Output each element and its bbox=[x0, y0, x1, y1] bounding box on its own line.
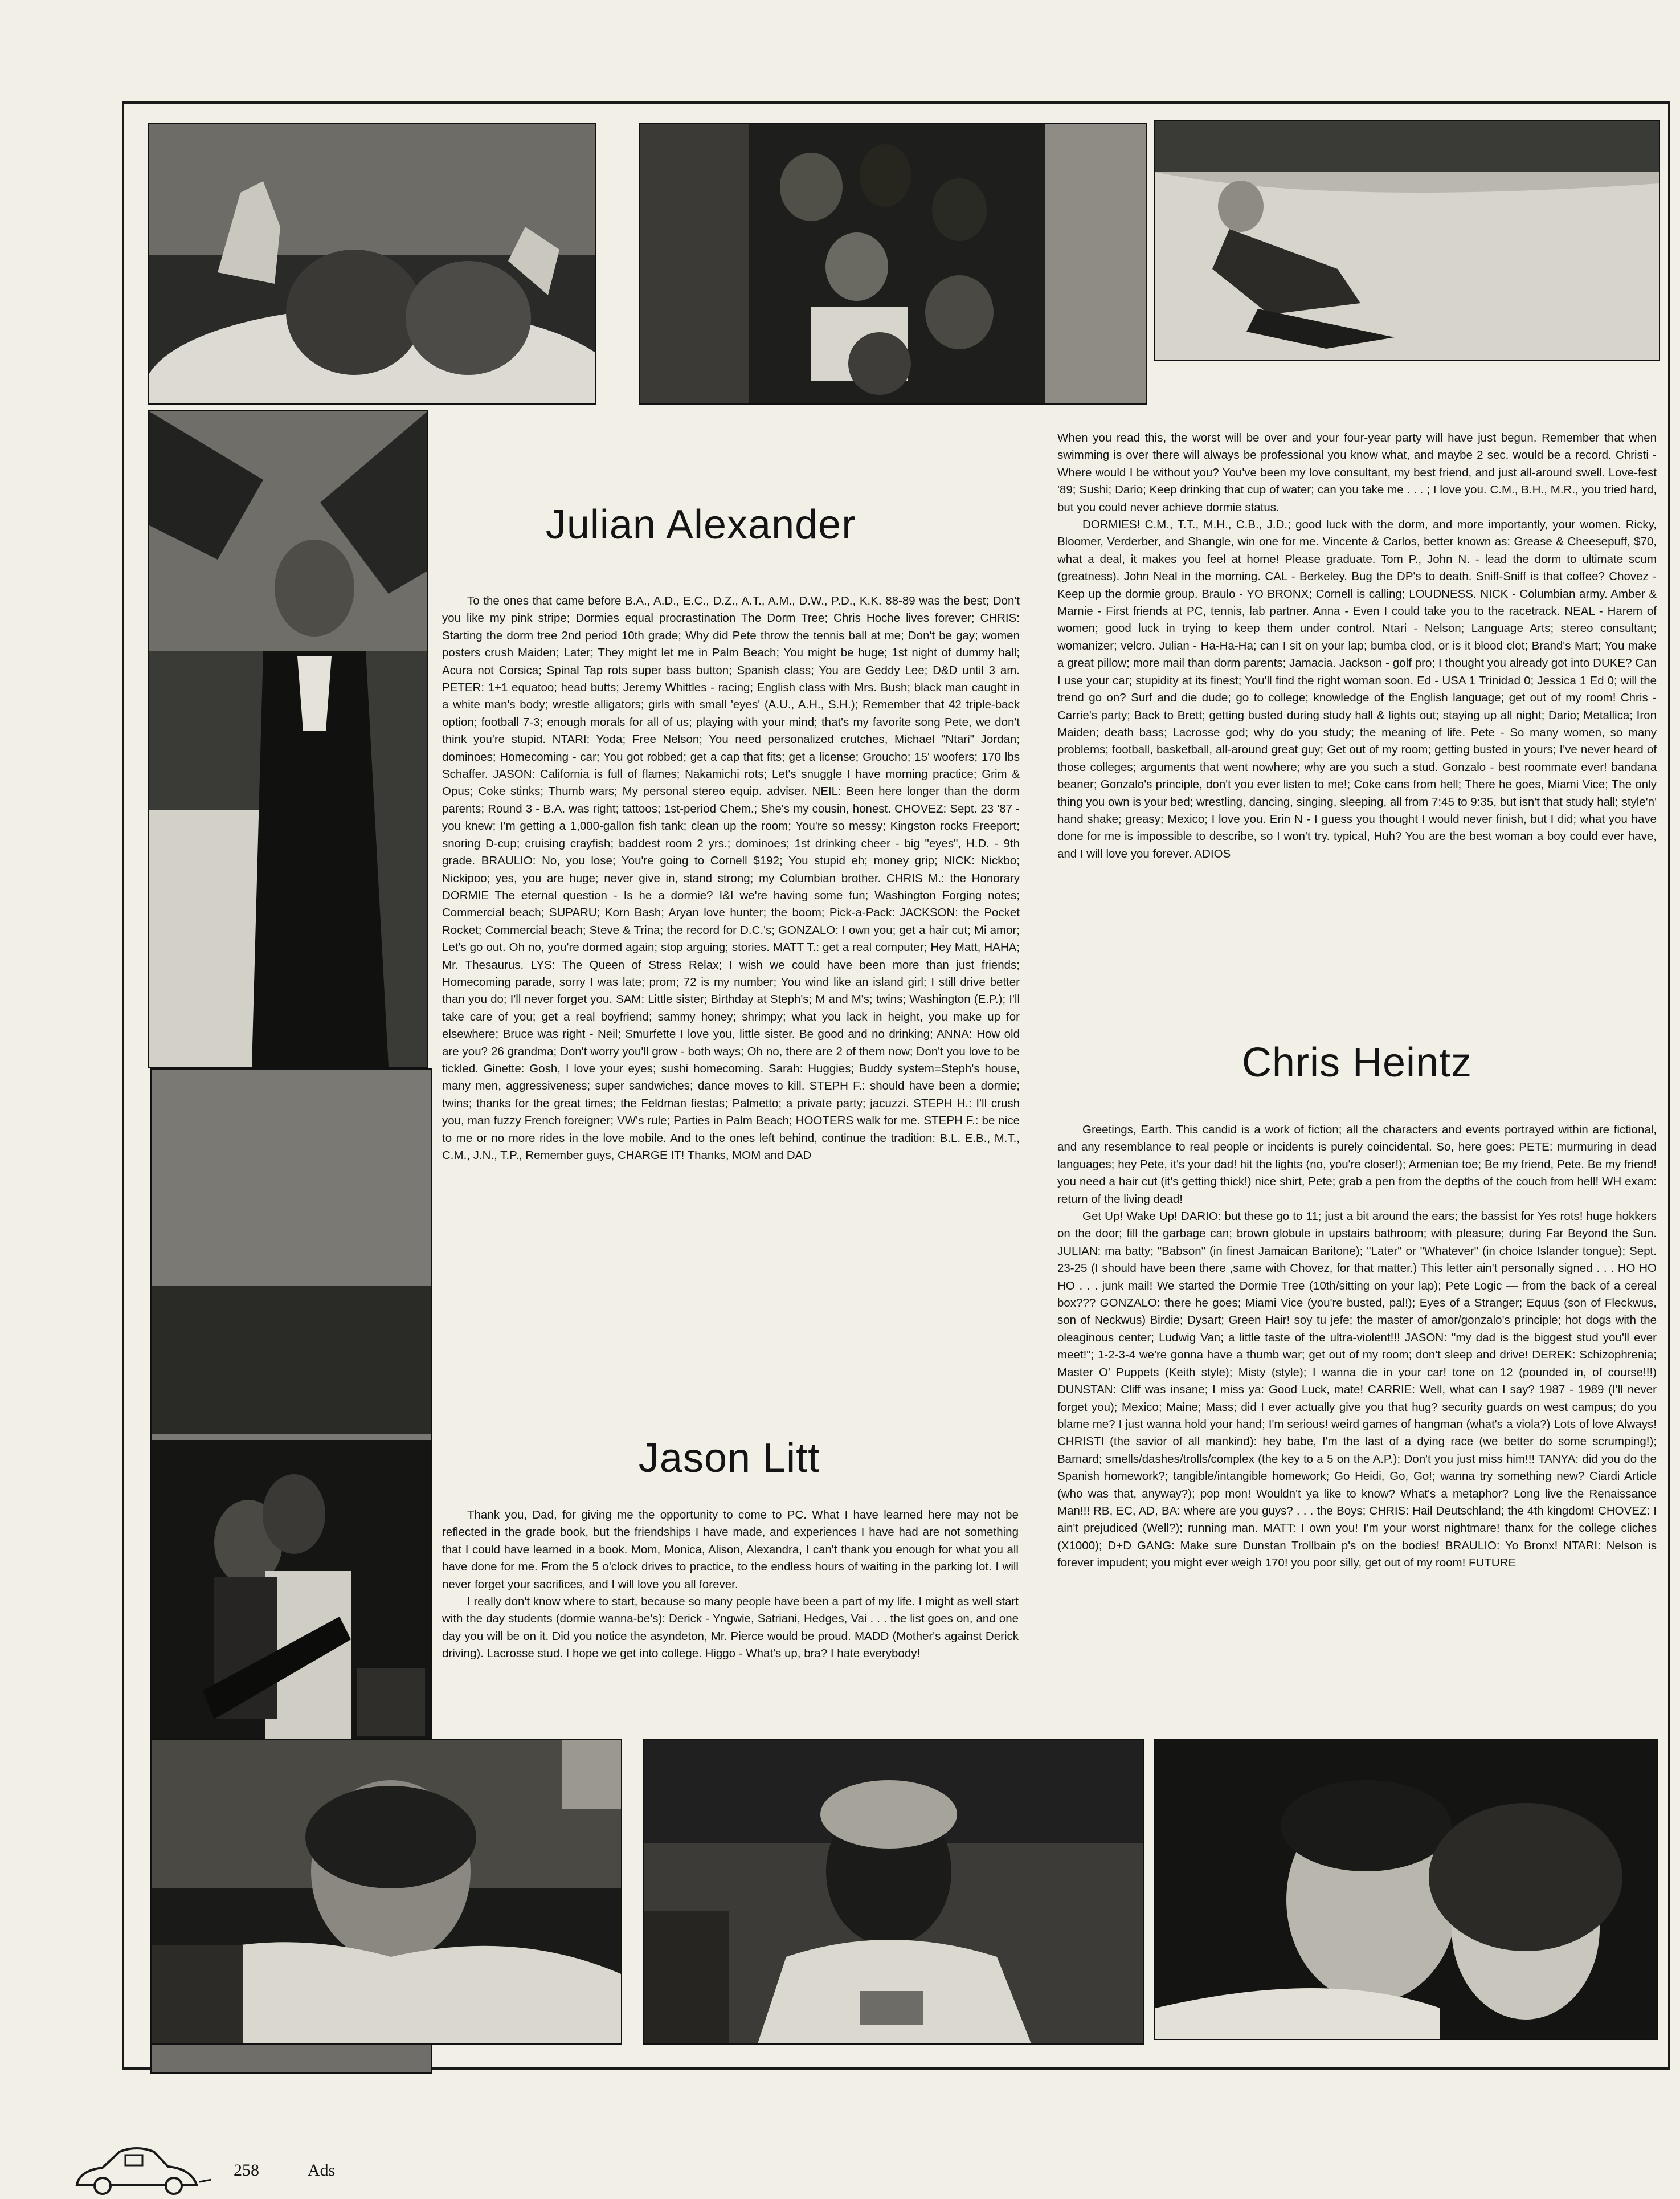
photo-left-tall bbox=[148, 410, 428, 1068]
photo-top-right bbox=[1154, 120, 1660, 361]
page-footer bbox=[68, 2139, 365, 2199]
photo-bottom-right bbox=[1154, 1739, 1658, 2040]
julian-text bbox=[442, 593, 1020, 1164]
photo-top-left bbox=[148, 123, 596, 405]
photo-bottom-middle bbox=[643, 1739, 1144, 2045]
car-icon bbox=[68, 2139, 211, 2196]
page-number: 258 bbox=[234, 2161, 259, 2180]
chris-heading: Chris Heintz bbox=[1241, 1040, 1473, 1086]
chris-paragraph-1: Greetings, Earth. This candid is a work of fiction; all the characters and events portrayed within are fictional, and any resemblance to real people or incidents is purely coincidental. So, here goes: PETE: murmuring in dead languages; hey Pete, it's your dad! hit the lights (no, you're closer!); Armenian toe; Be my friend, Pete. Be my friend! you need a hair cut (it's getting thick!) nice shirt, Pete; grab a pen from the depths of the couch from hell! WH exam: return of the living dead! bbox=[1057, 1123, 1657, 1206]
photo-top-middle bbox=[639, 123, 1147, 405]
chris-paragraph-2: Get Up! Wake Up! DARIO: but these go to 11; just a bit around the ears; the bassist for Yes rots! huge hokkers on the door; fill the garbage can; brown globule in upstairs bathroom; with pleasure; during Far Beyond the Sun. JULIAN: ma batty; "Babson" (in finest Jamaican Baritone); "Later" or "Whatever" (in choice Islander tongue); Sept. 23-25 (I should have been there ,same with Chovez, for that matter.) This letter ain't personally signed . . . HO HO HO . . . junk mail! We started the Dormie Tree (10th/sitting on your lap); Pete Logic — from the back of a cereal box??? GONZALO: there he goes; Miami Vice (you're busted, pal!); Eyes of a Stranger; Equus (son of Fleckwus, son of Neckwus) Birdie; Dysart; Green Hair! soy tu jefe; the master of amor/gonzalo's principle; hot dogs with the oleaginous center; Ludwig Van; a little taste of the ultra-violent!!! JASON: "my dad is the biggest stud you'll ever meet!"; 1-2-3-4 we're gonna have a thumb war; get out of my room; don't sleep and drive! DEREK: Schizophrenia; Master O' Puppets (Keith style); Misty (style); I wanna die in your car! tone on 12 (pounded in, of course!!!) DUNSTAN: Cliff was insane; I miss ya: Good Luck, mate! CARRIE: Well, what can I say? 1987 - 1989 (I'll never forget you); Mexico; Maine; Mass; did I ever actually give you that hug? security guards on west campus; do you blame me? I just wanna hold your hand; I'm serious! weird games of hangman (what's a viola?) Lots of love Always! CHRISTI (the savior of all mankind): hey babe, I'm the last of a dying race (we better do some scrumping!); Barnard; smells/dashes/trolls/complex (the key to a 5 on the A.P.); Don't you just miss him!!! TANYA: did you do the Spanish homework?; tangible/intangible homework; Go Heidi, Go, Go!; wanna try something new? Ciardi Article (who was that, anyway?); pop mon! Wouldn't ya like to know? What's a metaphor? Long live the Renaissance Man!!! RB, EC, AD, BA: where are you guys? . . . the Boys; CHRIS: Hail Deutschland; the 4th kingdom! CHOVEZ: I ain't prejudiced (Well?); running man. MATT: I own you! I'm your worst nightmare! thanx for the college cliches (X1000); D+D GANG: Make sure Dunstan Trollbain p's on the bodies! BRAULIO: Yo Bronx! NTARI: Nelson is forever impudent; you might ever weigh 170! you poor silly, get out of my room! FUTURE bbox=[1057, 1210, 1657, 1570]
jason-heading: Jason Litt bbox=[638, 1435, 820, 1481]
jason-paragraph-1: Thank you, Dad, for giving me the opportunity to come to PC. What I have learned here may not be reflected in the grade book, but the friendships I have made, and experiences I have had are not something that I could have learned in a book. Mom, Monica, Alison, Alexandra, I can't thank you enough for what you all have done for me. From the 5 o'clock drives to practice, to the endless hours of waiting in the parking lot. I will never forget your sacrifices, and I will love you all forever. bbox=[442, 1508, 1019, 1591]
continued-paragraph-1: When you read this, the worst will be over and your four-year party will have just begun. Remember that when swimming is over there will always be professional you know what, and maybe 2 sec. would be a record. Christi - Where would I be without you? You've been my love consultant, my best friend, and just all-around swell. Love-fest '89; Sushi; Dario; Keep drinking that cup of water; can you take me . . . ; I love you. C.M., B.H., M.R., you tried hard, but you could never achieve dormie status. bbox=[1057, 431, 1657, 514]
continued-paragraph-2: DORMIES! C.M., T.T., M.H., C.B., J.D.; good luck with the dorm, and more importantly, your women. Ricky, Bloomer, Verderber, and Shangle, win one for me. Vincente & Carlos, better known as: Grease & Cheesepuff, $70, what a deal, it makes you feel at home! Please graduate. Tom P., John N. - lead the dorm to ultimate scum (greatness). John Neal in the morning. CAL - Berkeley. Bug the DP's to death. Sniff-Sniff is that coffee? Chovez - Keep up the dormie group. Braulo - YO BRONX; Cornell is calling; LOUDNESS. NICK - Columbian army. Amber & Marnie - First friends at PC, tennis, lab partner. Anna - Even I could take you to the racetrack. NEAL - Harem of women; good luck in trying to keep them under control. Ntari - Nelson; Language Arts; stereo consultant; womanizer; velcro. Julian - Ha-Ha-Ha; can I sit on your lap; bumba clod, or is it blood clot; Brand's Mart; You make a great pillow; more mail than dorm parents; Jamacia. Jackson - golf pro; I thought you already got into DUKE? Can I use your car; stupidity at its finest; You'll find the right woman soon. Ed - USA 1 Trinidad 0; Jessica 1 Ed 0; will the trend go on? Surf and die dude; go to college; knowledge of the English language; get out of my room! Chris - Carrie's party; Back to Brett; getting busted during study hall & lights out; staying up all night; Dario; Metallica; Iron Maiden; death bass; Lacrosse god; why do you study; the meaning of life. Pete - So many women, so many problems; football, basketball, all-around great guy; Get out of my room; getting busted in yours; I've never heard of those colleges; arguments that went nowhere; why are you such a stud. Gonzalo - best roommate ever! bandana beaner; Gonzalo's principle, don't you ever listen to me!; Coke cans from hell; There he goes, Miami Vice; The only thing you own is your bed; wrestling, dancing, singing, sleeping, all from 7:45 to 9:35, but isn't that study hall; style'n' hand shake; greasy; Mexico; I love you. Erin N - I guess you thought I would never finish, but I did; what you have done for me is impossible to describe, so I won't try. typical, Huh? You are the best woman a boy could ever have, and I will love you forever. ADIOS bbox=[1057, 518, 1657, 860]
section-label: Ads bbox=[308, 2161, 336, 2180]
chris-text bbox=[1057, 1121, 1657, 1572]
photo-bottom-left bbox=[150, 1739, 622, 2045]
jason-paragraph-2: I really don't know where to start, because so many people have been a part of my life. I might as well start with the day students (dormie wanna-be's): Derick - Yngwie, Satriani, Hedges, Vai . . . the list goes on, and one day you will be on it. Did you notice the asyndeton, Mr. Pierce would be proud. MADD (Mother's against Derick driving). Lacrosse stud. I hope we get into college. Higgo - What's up, bra? I hate everybody! bbox=[442, 1595, 1019, 1661]
julian-heading: Julian Alexander bbox=[545, 502, 856, 548]
jason-text bbox=[442, 1507, 1019, 1663]
julian-paragraph: To the ones that came before B.A., A.D., E.C., D.Z., A.T., A.M., D.W., P.D., K.K. 88-89 was the best; Don't you like my pink stripe; Dormies equal procrastination The Dorm Tree; Chris Hoche lives forever; CHRIS: Starting the dorm tree 2nd period 10th grade; Why did Pete throw the tennis ball at me; Don't be gay; women posters crush Maiden; Later; They might let me in Palm Beach; You might be huge; 1st night of dummy hall; Acura not Corsica; Spinal Tap rots super bass button; Spanish class; You are Geddy Lee; D&D until 3 am. PETER: 1+1 equatoo; head butts; Jeremy Whittles - racing; English class with Mrs. Bush; black man caught in a white man's body; wrestle alligators; girls with small 'eyes' (A.U., A.H., S.H.); Remember that 42 triple-back option; football 7-3; enough morals for all of us; playing with your mind; that's my favorite song Pete, we don't think you're stupid. NTARI: Yoda; Free Nelson; You need personalized crutches, Michael "Ntari" Jordan; dominoes; Homecoming - car; You got robbed; get a cap that fits; get a license; Groucho; 15' woofers; 170 lbs Schaffer. JASON: California is full of flames; Nakamichi rots; Let's snuggle I have morning practice; Grim & Opus; Coke stinks; Thumb wars; My personal stereo equip. adviser. NEIL: Been here longer than the dorm parents; Round 3 - B.A. was right; tattoos; 1st-period Chem.; She's my cousin, honest. CHOVEZ: Sept. 23 '87 - you knew; I'm getting a 1,000-gallon fish tank; clean up the room; You're so messy; Kingston rocks Freeport; snoring D-cup; cruising crayfish; baddest room 2 yrs.; dominoes; 1st drinking cheer - big "eyes", H.D. - 9th grade. BRAULIO: No, you lose; You're going to Cornell $192; You stupid eh; money grip; NICK: Nickbo; Nickipoo; yes, you are huge; never give in, stand strong; my Columbian brother. CHRIS M.: the Honorary DORMIE The eternal question - Is he a dormie? I&I we're having some fun; Washington Forging notes; Commercial beach; SUPARU; Korn Bash; Aryan love hunter; the boom; Pick-a-Pack: JACKSON: the Pocket Rocket; Commercial beach; Steve & Trina; the record for D.C.'s; GONZALO: I own you; get a hair cut; Mi amor; Let's go out. Oh no, you're dormed again; stop arguing; stories. MATT T.: get a real computer; Hey Matt, HAHA; Mr. Thesaurus. LYS: The Queen of Stress Relax; I wish we could have been more than just friends; Homecoming parade, sorry I was late; prom; 72 is my number; You wind like an island girl; I still drive better than you do; I'll never forget you. SAM: Little sister; Birthday at Steph's; M and M's; twins; Washington (E.P.); I'll take care of you; get a real boyfriend; sammy honey; shrimpy; what you lack in height, you make up for elsewhere; Bruce was right - Neil; Smurfette I love you, little sister. Be good and no drinking; ANNA: How old are you? 26 grandma; Don't worry you'll grow - both ways; Oh no, there are 2 of them now; Don't you love to be tickled. Ginette: Gosh, I love your eyes; sushi homecoming. Sarah: Huggies; Buddy system=Steph's house, many men, aggressiveness; super sandwiches; dance moves to kill. STEPH F.: should have been a dormie; twins; thanks for the great times; the Feldman fiestas; Palmetto; a private party; jacuzzi. STEPH H.: I'll crush you, man fuzzy French foreigner; VW's rule; Parties in Palm Beach; HOOTERS walk for me. STEPH F.: be nice to me or no more rides in the love mobile. And to the ones left behind, continue the tradition: B.L. E.B., M.T., C.M., J.N., T.P., Remember guys, CHARGE IT! Thanks, MOM and DAD bbox=[442, 594, 1020, 1162]
continued-text bbox=[1057, 430, 1657, 863]
